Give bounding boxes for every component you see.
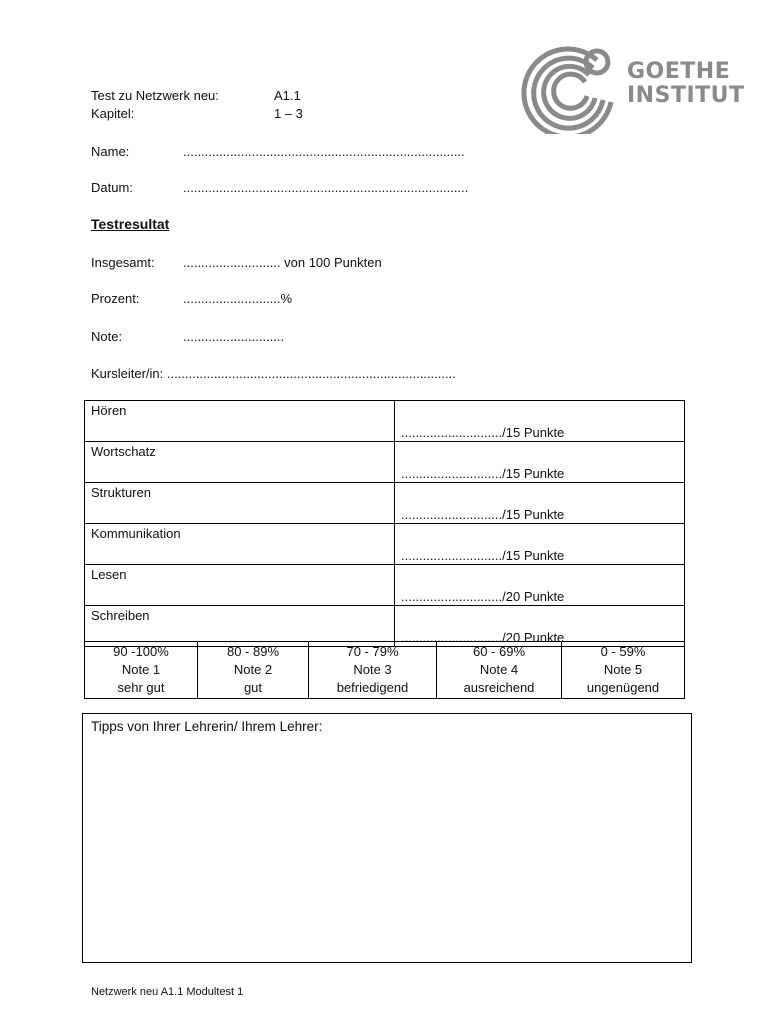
kursleiter-field[interactable]: Kursleiter/in: ................................................................................ — [91, 366, 456, 381]
prozent-field[interactable]: ...........................% — [183, 291, 293, 306]
skill-label: Schreiben — [85, 606, 395, 647]
grade-text: sehr gut — [117, 680, 165, 695]
note-label: Note: — [91, 329, 123, 344]
grade-text: ausreichend — [463, 680, 535, 695]
grade-range: 0 - 59% — [600, 644, 646, 659]
grade-note: Note 4 — [479, 662, 519, 677]
grade-range: 60 - 69% — [472, 644, 526, 659]
skill-points-cell[interactable] — [395, 565, 685, 606]
note-field[interactable]: ............................ — [183, 329, 285, 344]
logo-text — [627, 60, 745, 108]
kapitel-label: Kapitel: — [91, 106, 135, 121]
table-row — [85, 401, 685, 442]
page-footer: Netzwerk neu A1.1 Modultest 1 — [91, 986, 244, 998]
skill-points-cell[interactable] — [395, 442, 685, 483]
skill-label: Hören — [85, 401, 395, 442]
name-field[interactable]: .............................................................................. — [183, 144, 465, 159]
skill-points: ............................/15 Punkte — [401, 548, 565, 563]
grade-note: Note 3 — [353, 662, 392, 677]
name-label: Name: — [91, 144, 130, 159]
table-row — [85, 565, 685, 606]
datum-label: Datum: — [91, 180, 133, 195]
goethe-swirl-icon — [513, 42, 623, 134]
logo-line-1: GOETHE — [627, 59, 731, 84]
goethe-institut-logo — [513, 42, 745, 134]
skill-points: ............................/15 Punkte — [401, 466, 565, 481]
grade-cell — [85, 642, 198, 699]
skill-label: Lesen — [85, 565, 395, 606]
grade-note: Note 1 — [121, 662, 161, 677]
kapitel-value: 1 – 3 — [274, 106, 303, 121]
skill-label: Strukturen — [85, 483, 395, 524]
tips-box[interactable] — [82, 713, 692, 963]
table-row — [85, 483, 685, 524]
prozent-label: Prozent: — [91, 291, 140, 306]
grade-text: gut — [243, 680, 263, 695]
test-label: Test zu Netzwerk neu: — [91, 88, 219, 103]
grade-cell — [309, 642, 437, 699]
logo-line-2: INSTITUT — [627, 83, 745, 108]
skill-points-cell[interactable] — [395, 483, 685, 524]
grade-text: ungenügend — [586, 680, 660, 695]
grade-cell — [198, 642, 309, 699]
skill-points-cell[interactable] — [395, 401, 685, 442]
grades-table — [84, 641, 685, 699]
grade-range: 70 - 79% — [346, 644, 399, 659]
tips-label: Tipps von Ihrer Lehrerin/ Ihrem Lehrer: — [91, 719, 323, 734]
grade-cell — [437, 642, 562, 699]
table-row — [85, 524, 685, 565]
grade-cell — [562, 642, 685, 699]
grade-note: Note 5 — [603, 662, 643, 677]
skill-points-cell[interactable] — [395, 524, 685, 565]
skill-points: ............................/20 Punkte — [401, 589, 565, 604]
skill-label: Kommunikation — [85, 524, 395, 565]
test-value: A1.1 — [274, 88, 301, 103]
grade-note: Note 2 — [233, 662, 273, 677]
table-row — [85, 442, 685, 483]
skill-points: ............................/20 Punkte — [401, 630, 565, 645]
grade-text: befriedigend — [336, 680, 409, 695]
grade-range: 80 - 89% — [226, 644, 280, 659]
insgesamt-label: Insgesamt: — [91, 255, 155, 270]
skill-points: ............................/15 Punkte — [401, 507, 565, 522]
skill-label: Wortschatz — [85, 442, 395, 483]
insgesamt-field[interactable]: ........................... von 100 Punkten — [183, 255, 382, 270]
result-title: Testresultat — [91, 216, 170, 232]
skill-points: ............................/15 Punkte — [401, 425, 565, 440]
datum-field[interactable]: ............................................................................... — [183, 180, 469, 195]
skills-table — [84, 400, 685, 647]
table-row — [85, 642, 685, 699]
grade-range: 90 -100% — [113, 644, 169, 659]
